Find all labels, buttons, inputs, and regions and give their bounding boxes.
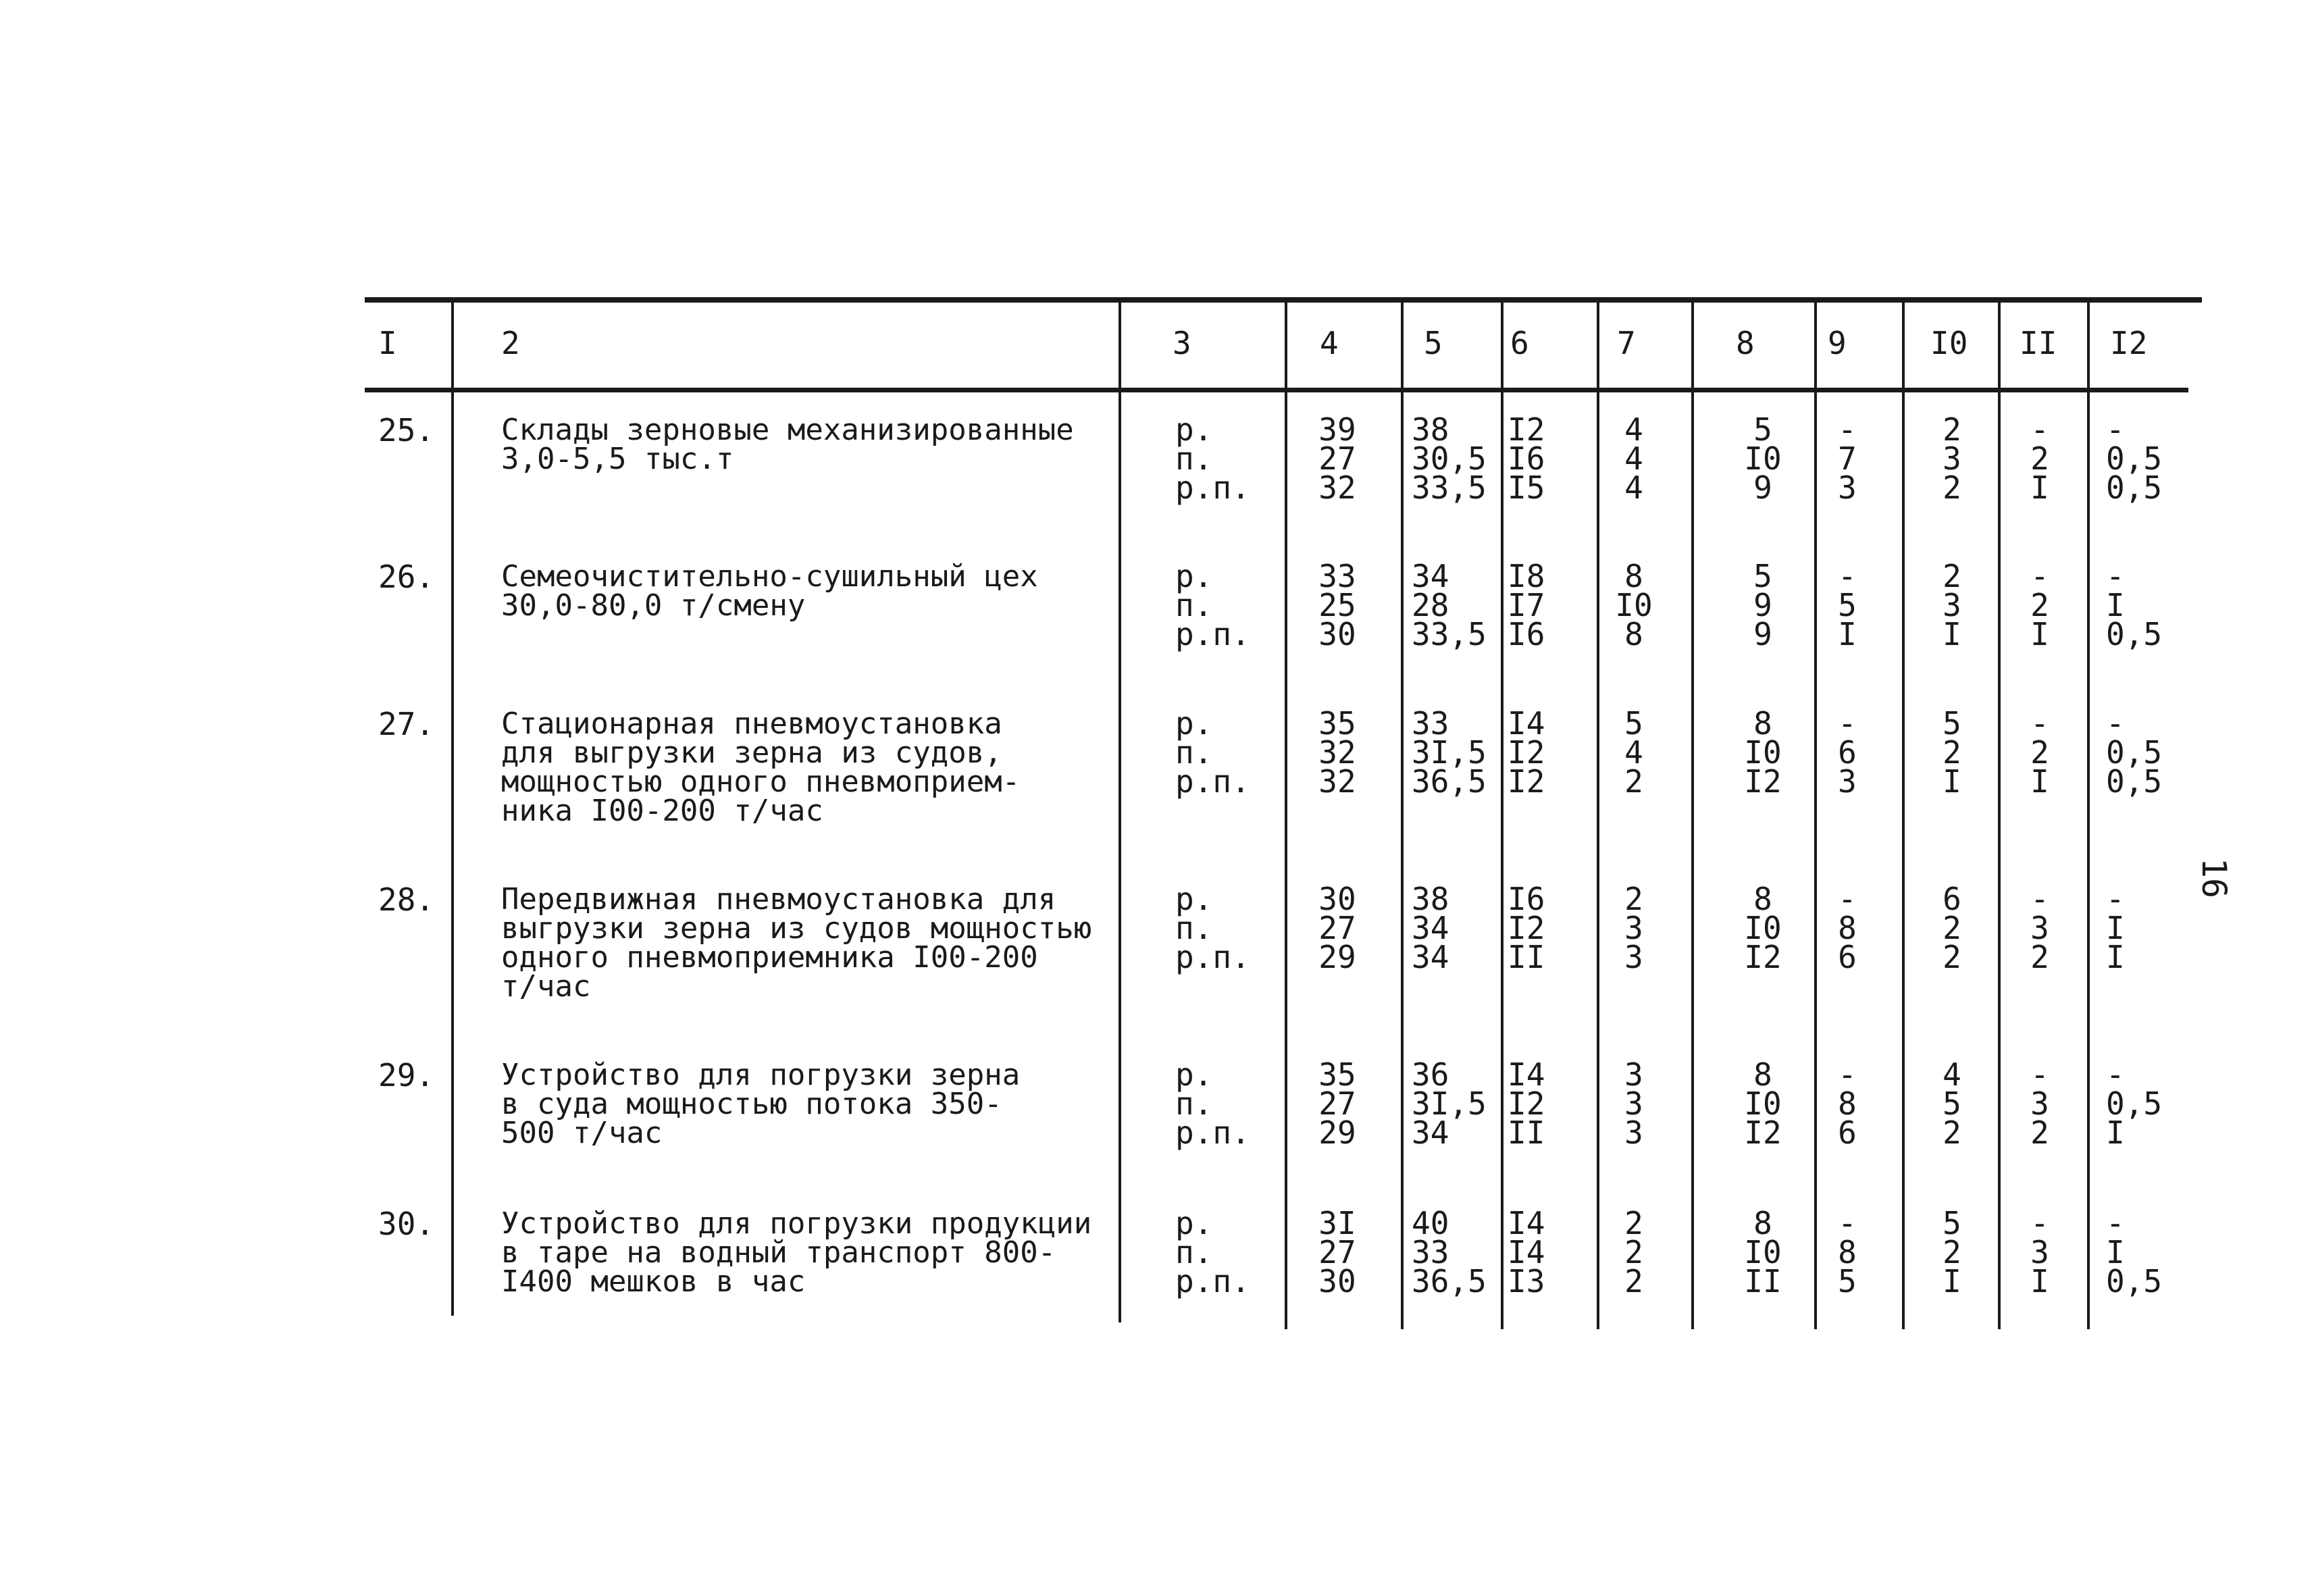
cell-value: I2 (1744, 939, 1782, 975)
cell-value: 2 (1943, 558, 1961, 594)
cell-column-6 (1508, 411, 1589, 506)
cell-value: 34 (1412, 558, 1449, 594)
description-line: для выгрузки зерна из судов, (501, 736, 1002, 770)
column-divider-10 (1998, 303, 2001, 1329)
cell-column-6 (1508, 1056, 1589, 1151)
description-line: в суда мощностью потока 350- (501, 1087, 1002, 1121)
cell-value: I (2106, 910, 2125, 946)
cell-value: I5 (1508, 469, 1545, 506)
cell-column-10 (1925, 881, 1979, 975)
cell-column-4 (1304, 881, 1371, 975)
cell-value: - (2030, 1056, 2049, 1093)
cell-column-4 (1304, 1056, 1371, 1151)
row-description (501, 559, 1109, 623)
cell-value: 30 (1318, 616, 1356, 652)
cell-column-8 (1722, 1205, 1803, 1299)
cell-value: 27 (1318, 1085, 1356, 1122)
cell-value: 34 (1412, 1114, 1449, 1151)
cell-column-12 (2106, 1056, 2187, 1151)
cell-column-11 (2020, 411, 2060, 506)
cell-value: 8 (1838, 910, 1857, 946)
description-line: 3,0-5,5 тыс.т (501, 442, 734, 476)
cell-value: 30 (1318, 881, 1356, 917)
cell-value: - (1838, 411, 1857, 448)
description-line: одного пневмоприемника I00-200 (501, 940, 1038, 975)
header-col-9: 9 (1828, 325, 1847, 361)
cell-value: I6 (1508, 440, 1545, 477)
cell-value: 5 (1943, 1085, 1961, 1122)
cell-value: 0,5 (2106, 734, 2163, 771)
description-line: Устройство для погрузки зерна (501, 1058, 1021, 1092)
cell-column-8 (1722, 705, 1803, 800)
cell-value: 5 (1753, 411, 1772, 448)
description-line: 500 т/час (501, 1116, 663, 1150)
header-col-12: I2 (2110, 325, 2148, 361)
cell-value: 6 (1943, 881, 1961, 917)
cell-column-3 (1175, 558, 1250, 652)
cell-value: 8 (1838, 1234, 1857, 1270)
cell-value: I (2030, 1263, 2049, 1299)
cell-value: р.п. (1175, 939, 1250, 975)
cell-value: 40 (1412, 1205, 1449, 1241)
cell-column-9 (1824, 705, 1871, 800)
cell-value: 0,5 (2106, 616, 2163, 652)
cell-column-9 (1824, 1205, 1871, 1299)
cell-value: I (1943, 1263, 1961, 1299)
cell-value: I (2106, 1114, 2125, 1151)
row-description (501, 882, 1109, 1004)
cell-column-8 (1722, 1056, 1803, 1151)
description-line: ника I00-200 т/час (501, 794, 823, 828)
cell-value: р. (1175, 1205, 1213, 1241)
row-number: 26. (378, 559, 435, 595)
cell-value: 34 (1412, 910, 1449, 946)
table-header-rule (365, 388, 2188, 392)
cell-value: 33,5 (1412, 469, 1487, 506)
header-col-7: 7 (1617, 325, 1636, 361)
cell-value: 5 (1624, 705, 1643, 742)
header-col-2: 2 (501, 325, 520, 361)
cell-column-9 (1824, 558, 1871, 652)
cell-value: 6 (1838, 1114, 1857, 1151)
cell-value: I (2030, 763, 2049, 800)
cell-value: - (2030, 705, 2049, 742)
cell-value: 2 (2030, 440, 2049, 477)
cell-value: - (1838, 705, 1857, 742)
cell-value: 2 (1943, 1114, 1961, 1151)
cell-value: 9 (1753, 616, 1772, 652)
cell-value: 2 (2030, 939, 2049, 975)
row-description (501, 413, 1109, 476)
cell-column-3 (1175, 1056, 1250, 1151)
cell-value: 0,5 (2106, 469, 2163, 506)
table-top-rule (365, 297, 2202, 303)
cell-column-6 (1508, 1205, 1589, 1299)
cell-value: 2 (2030, 587, 2049, 623)
cell-value: п. (1175, 734, 1213, 771)
cell-column-12 (2106, 1205, 2187, 1299)
cell-column-7 (1603, 1056, 1664, 1151)
header-col-4: 4 (1320, 325, 1339, 361)
cell-value: 32 (1318, 469, 1356, 506)
cell-value: I0 (1744, 440, 1782, 477)
cell-value: 2 (1943, 734, 1961, 771)
cell-value: 30 (1318, 1263, 1356, 1299)
cell-value: р. (1175, 705, 1213, 742)
description-line: т/час (501, 969, 591, 1004)
cell-value: 32 (1318, 763, 1356, 800)
cell-value: 8 (1753, 1056, 1772, 1093)
cell-value: 3I,5 (1412, 1085, 1487, 1122)
cell-value: р. (1175, 411, 1213, 448)
header-col-6: 6 (1510, 325, 1529, 361)
cell-column-7 (1603, 1205, 1664, 1299)
header-col-5: 5 (1424, 325, 1443, 361)
cell-value: р. (1175, 881, 1213, 917)
cell-value: 35 (1318, 705, 1356, 742)
cell-value: р.п. (1175, 763, 1250, 800)
cell-value: 30,5 (1412, 440, 1487, 477)
cell-value: 8 (1624, 616, 1643, 652)
cell-value: I2 (1508, 734, 1545, 771)
cell-column-8 (1722, 558, 1803, 652)
cell-value: 38 (1412, 411, 1449, 448)
cell-value: 3 (2030, 1085, 2049, 1122)
row-number: 28. (378, 881, 435, 918)
page-number: 16 (2194, 857, 2234, 899)
cell-value: 3I (1318, 1205, 1356, 1241)
cell-value: 2 (2030, 1114, 2049, 1151)
cell-value: 36 (1412, 1056, 1449, 1093)
description-line: 30,0-80,0 т/смену (501, 588, 806, 623)
cell-value: - (1838, 881, 1857, 917)
cell-column-10 (1925, 1205, 1979, 1299)
cell-value: II (1508, 939, 1545, 975)
cell-value: р.п. (1175, 1114, 1250, 1151)
cell-column-11 (2020, 558, 2060, 652)
description-line: Передвижная пневмоустановка для (501, 882, 1056, 917)
cell-value: - (2030, 881, 2049, 917)
cell-value: 2 (1943, 939, 1961, 975)
cell-value: 5 (1838, 1263, 1857, 1299)
cell-value: 35 (1318, 1056, 1356, 1093)
cell-value: 5 (1753, 558, 1772, 594)
cell-column-4 (1304, 411, 1371, 506)
cell-column-4 (1304, 705, 1371, 800)
cell-value: I4 (1508, 1234, 1545, 1270)
row-description (501, 1206, 1109, 1299)
cell-value: - (2106, 1056, 2125, 1093)
cell-value: I6 (1508, 881, 1545, 917)
cell-value: I (2106, 1234, 2125, 1270)
cell-value: I3 (1508, 1263, 1545, 1299)
cell-column-11 (2020, 705, 2060, 800)
column-divider-4 (1401, 303, 1404, 1329)
cell-value: 27 (1318, 440, 1356, 477)
cell-value: 3 (1838, 469, 1857, 506)
cell-column-7 (1603, 881, 1664, 975)
description-line: Склады зерновые механизированные (501, 413, 1074, 447)
cell-value: I2 (1744, 763, 1782, 800)
cell-value: 3 (1624, 1085, 1643, 1122)
cell-value: 4 (1624, 469, 1643, 506)
cell-value: 28 (1412, 587, 1449, 623)
cell-value: 5 (1943, 705, 1961, 742)
cell-column-3 (1175, 1205, 1250, 1299)
cell-value: 36,5 (1412, 1263, 1487, 1299)
cell-value: р. (1175, 1056, 1213, 1093)
cell-value: 29 (1318, 1114, 1356, 1151)
cell-value: - (2106, 881, 2125, 917)
cell-value: 0,5 (2106, 440, 2163, 477)
cell-value: 39 (1318, 411, 1356, 448)
cell-value: I2 (1508, 910, 1545, 946)
cell-column-11 (2020, 1056, 2060, 1151)
description-line: Устройство для погрузки продукции (501, 1206, 1092, 1241)
cell-column-9 (1824, 1056, 1871, 1151)
cell-value: - (2030, 558, 2049, 594)
cell-value: I2 (1744, 1114, 1782, 1151)
cell-value: р.п. (1175, 1263, 1250, 1299)
cell-value: I4 (1508, 1205, 1545, 1241)
cell-column-11 (2020, 881, 2060, 975)
cell-column-12 (2106, 705, 2187, 800)
cell-value: I (2030, 616, 2049, 652)
cell-value: 29 (1318, 939, 1356, 975)
column-divider-2 (1119, 303, 1121, 1322)
cell-value: 0,5 (2106, 763, 2163, 800)
row-number: 29. (378, 1057, 435, 1093)
cell-value: 5 (1943, 1205, 1961, 1241)
cell-value: I8 (1508, 558, 1545, 594)
cell-value: - (2106, 411, 2125, 448)
cell-value: 3I,5 (1412, 734, 1487, 771)
cell-column-9 (1824, 881, 1871, 975)
cell-value: 8 (1753, 705, 1772, 742)
cell-value: п. (1175, 440, 1213, 477)
cell-value: 9 (1753, 587, 1772, 623)
description-line: I400 мешков в час (501, 1264, 806, 1299)
cell-column-12 (2106, 558, 2187, 652)
cell-value: 2 (1624, 1205, 1643, 1241)
cell-value: 4 (1624, 734, 1643, 771)
cell-value: 3 (1624, 939, 1643, 975)
column-divider-6 (1597, 303, 1599, 1329)
cell-column-8 (1722, 881, 1803, 975)
description-line: мощностью одного пневмоприем- (501, 765, 1021, 799)
cell-value: I2 (1508, 1085, 1545, 1122)
cell-value: - (1838, 1056, 1857, 1093)
cell-column-3 (1175, 705, 1250, 800)
row-description (501, 706, 1109, 828)
cell-column-7 (1603, 411, 1664, 506)
cell-value: - (2106, 1205, 2125, 1241)
cell-value: 2 (2030, 734, 2049, 771)
cell-column-9 (1824, 411, 1871, 506)
cell-value: 8 (1753, 881, 1772, 917)
cell-value: I (1943, 616, 1961, 652)
description-line: Стационарная пневмоустановка (501, 706, 1002, 741)
cell-value: п. (1175, 1085, 1213, 1122)
cell-value: I (2106, 587, 2125, 623)
cell-value: 3 (2030, 1234, 2049, 1270)
cell-value: 0,5 (2106, 1085, 2163, 1122)
column-divider-7 (1691, 303, 1694, 1329)
cell-value: 6 (1838, 734, 1857, 771)
cell-column-5 (1412, 558, 1499, 652)
cell-value: 9 (1753, 469, 1772, 506)
cell-column-5 (1412, 1205, 1499, 1299)
header-col-8: 8 (1736, 325, 1755, 361)
cell-value: I0 (1744, 1234, 1782, 1270)
cell-value: I (2030, 469, 2049, 506)
cell-value: 3 (1943, 587, 1961, 623)
cell-value: 4 (1943, 1056, 1961, 1093)
cell-value: 27 (1318, 1234, 1356, 1270)
cell-column-12 (2106, 881, 2187, 975)
cell-column-5 (1412, 881, 1499, 975)
row-number: 30. (378, 1206, 435, 1242)
cell-value: 2 (1624, 881, 1643, 917)
cell-value: I0 (1744, 734, 1782, 771)
header-col-10: I0 (1930, 325, 1968, 361)
header-col-11: II (2020, 325, 2057, 361)
cell-value: I0 (1615, 587, 1653, 623)
row-description (501, 1060, 1109, 1148)
cell-value: 2 (1943, 910, 1961, 946)
cell-value: п. (1175, 1234, 1213, 1270)
cell-column-8 (1722, 411, 1803, 506)
column-divider-9 (1902, 303, 1905, 1329)
cell-value: I7 (1508, 587, 1545, 623)
cell-value: 2 (1624, 763, 1643, 800)
cell-value: 2 (1943, 411, 1961, 448)
cell-value: 2 (1943, 469, 1961, 506)
cell-column-10 (1925, 411, 1979, 506)
header-col-3: 3 (1173, 325, 1191, 361)
cell-value: - (1838, 1205, 1857, 1241)
cell-value: - (2106, 705, 2125, 742)
cell-value: р. (1175, 558, 1213, 594)
cell-value: I4 (1508, 1056, 1545, 1093)
cell-value: 33,5 (1412, 616, 1487, 652)
cell-value: р.п. (1175, 469, 1250, 506)
cell-value: - (2030, 411, 2049, 448)
cell-value: 36,5 (1412, 763, 1487, 800)
cell-value: I2 (1508, 411, 1545, 448)
cell-value: I2 (1508, 763, 1545, 800)
cell-value: I6 (1508, 616, 1545, 652)
cell-value: 3 (1624, 1114, 1643, 1151)
cell-column-4 (1304, 558, 1371, 652)
cell-value: I4 (1508, 705, 1545, 742)
cell-value: 33 (1318, 558, 1356, 594)
cell-value: 6 (1838, 939, 1857, 975)
cell-value: 3 (1943, 440, 1961, 477)
column-divider-8 (1814, 303, 1817, 1329)
cell-value: II (1744, 1263, 1782, 1299)
cell-column-6 (1508, 558, 1589, 652)
description-line: выгрузки зерна из судов мощностью (501, 911, 1092, 946)
cell-value: I (2106, 939, 2125, 975)
cell-value: 3 (1838, 763, 1857, 800)
cell-column-5 (1412, 1056, 1499, 1151)
cell-column-10 (1925, 705, 1979, 800)
cell-value: - (1838, 558, 1857, 594)
cell-value: п. (1175, 587, 1213, 623)
cell-value: 0,5 (2106, 1263, 2163, 1299)
cell-value: I (1943, 763, 1961, 800)
cell-value: п. (1175, 910, 1213, 946)
cell-column-3 (1175, 881, 1250, 975)
cell-column-6 (1508, 705, 1589, 800)
cell-column-11 (2020, 1205, 2060, 1299)
cell-value: 34 (1412, 939, 1449, 975)
cell-value: 27 (1318, 910, 1356, 946)
header-col-1: I (378, 325, 397, 361)
cell-value: 8 (1838, 1085, 1857, 1122)
cell-column-6 (1508, 881, 1589, 975)
cell-value: - (2030, 1205, 2049, 1241)
cell-value: 3 (1624, 1056, 1643, 1093)
cell-column-4 (1304, 1205, 1371, 1299)
cell-value: 33 (1412, 1234, 1449, 1270)
cell-value: 7 (1838, 440, 1857, 477)
cell-value: - (2106, 558, 2125, 594)
cell-value: 5 (1838, 587, 1857, 623)
column-divider-11 (2087, 303, 2090, 1329)
cell-column-10 (1925, 1056, 1979, 1151)
cell-value: 2 (1624, 1234, 1643, 1270)
cell-column-5 (1412, 705, 1499, 800)
column-divider-1 (451, 303, 454, 1316)
row-number: 25. (378, 412, 435, 448)
description-line: Семеочистительно-сушильный цех (501, 559, 1038, 594)
description-line: в таре на водный транспорт 800- (501, 1235, 1056, 1270)
cell-column-7 (1603, 705, 1664, 800)
cell-value: I0 (1744, 910, 1782, 946)
cell-value: 2 (1624, 1263, 1643, 1299)
cell-value: 3 (2030, 910, 2049, 946)
cell-value: 4 (1624, 411, 1643, 448)
cell-value: I (1838, 616, 1857, 652)
cell-value: р.п. (1175, 616, 1250, 652)
cell-column-10 (1925, 558, 1979, 652)
cell-value: 4 (1624, 440, 1643, 477)
cell-value: 3 (1624, 910, 1643, 946)
cell-column-3 (1175, 411, 1250, 506)
cell-value: 38 (1412, 881, 1449, 917)
column-divider-5 (1501, 303, 1503, 1329)
cell-value: 32 (1318, 734, 1356, 771)
cell-value: 2 (1943, 1234, 1961, 1270)
cell-column-12 (2106, 411, 2187, 506)
cell-value: 8 (1624, 558, 1643, 594)
cell-value: 25 (1318, 587, 1356, 623)
cell-value: 33 (1412, 705, 1449, 742)
column-divider-3 (1285, 303, 1287, 1329)
cell-value: II (1508, 1114, 1545, 1151)
cell-value: I0 (1744, 1085, 1782, 1122)
cell-column-5 (1412, 411, 1499, 506)
cell-value: 8 (1753, 1205, 1772, 1241)
cell-column-7 (1603, 558, 1664, 652)
row-number: 27. (378, 706, 435, 742)
